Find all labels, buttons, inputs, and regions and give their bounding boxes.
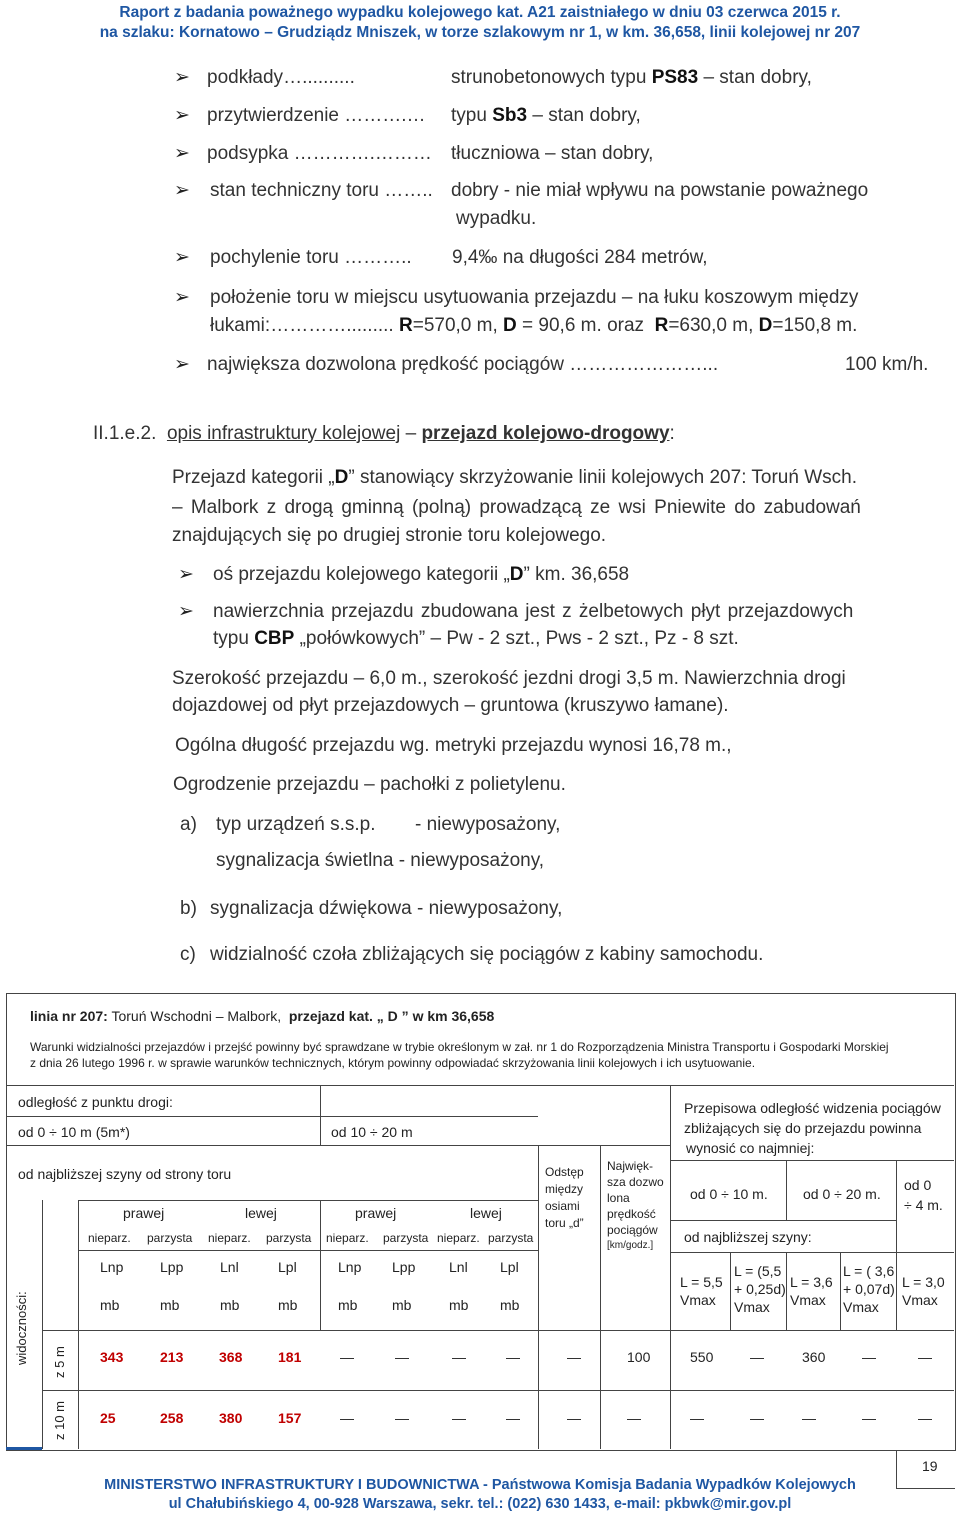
row1-cell: — (918, 1349, 932, 1365)
formula-1: L = 5,5 Vmax (680, 1274, 723, 1308)
visibility-side-label: widoczności: (14, 1291, 29, 1365)
bullet-arrow-icon: ➢ (174, 180, 190, 201)
row2-cell: — (918, 1410, 932, 1426)
req-0-10: od 0 ÷ 10 m. (690, 1186, 768, 1202)
required-distance-header: Przepisowa odległość widzenia pociągów zbliżających się do przejazdu powinna wynosić co najmniej: (684, 1100, 941, 1156)
page-number: 19 (922, 1458, 938, 1474)
parity-cell: parzysta (383, 1231, 429, 1245)
row1-cell: 181 (278, 1349, 302, 1365)
header-line-2: na szlaku: Kornatowo – Grudziądz Mniszek, w torze szlakowym nr 1, w km. 36,658, linii kolejowej nr 207 (99, 24, 861, 41)
symbols-cell: Lnp (338, 1259, 362, 1275)
row1-cell: — (750, 1349, 764, 1365)
row1-cell: — (452, 1349, 466, 1365)
units-cell: mb (100, 1297, 120, 1313)
symbols-cell: Lpp (392, 1259, 416, 1275)
speed-value: 100 km/h. (845, 354, 929, 375)
table-title: linia nr 207: Toruń Wschodni – Malbork, przejazd kat. „ D ” w km 36,658 (30, 1008, 495, 1024)
nearest-rail-label: od najbliższej szyny od strony toru (18, 1166, 232, 1182)
width-line-1: Szerokość przejazdu – 6,0 m., szerokość jezdni drogi 3,5 m. Nawierzchnia drogi (172, 668, 846, 689)
distance-label: odległość z punktu drogi: (18, 1094, 173, 1110)
speed-label: największa dozwolona prędkość pociągów …………………... (207, 354, 719, 375)
symbols-cell: Lnl (220, 1259, 239, 1275)
side-left-1: lewej (245, 1205, 277, 1221)
axis-line: oś przejazdu kolejowego kategorii „D” km. 36,658 (213, 564, 630, 585)
row2-cell: 25 (100, 1410, 116, 1426)
track-gap-header: Odstęp między osiami toru „d” (545, 1165, 584, 1230)
length-line: Ogólna długość przejazdu wg. metryki przejazdu wynosi 16,78 m., (175, 735, 732, 756)
bullet-arrow-icon: ➢ (174, 67, 190, 88)
req-0-4: od 0 ÷ 4 m. (904, 1177, 943, 1213)
section-heading: II.1.e.2. opis infrastruktury kolejowej – przejazd kolejowo-drogowy: (93, 423, 675, 444)
condition-value-1: dobry - nie miał wpływu na powstanie poważnego (451, 180, 869, 201)
formula-2: L = (5,5 + 0,25d) Vmax (734, 1263, 786, 1315)
row1-cell: 550 (690, 1349, 714, 1365)
row2-cell: — (340, 1410, 354, 1426)
formula-4: L = ( 3,6 + 0,07d) Vmax (843, 1263, 895, 1315)
header-line-1: Raport z badania poważnego wypadku kolejowego kat. A21 zaistniałego w dniu 03 czerwca 2015 r. (119, 4, 841, 21)
row2-cell: — (567, 1410, 581, 1426)
row2-cell: — (862, 1410, 876, 1426)
row1-cell: — (862, 1349, 876, 1365)
side-right-1: prawej (123, 1205, 165, 1221)
row2-cell: — (690, 1410, 704, 1426)
position-line-2: łukami:…………......... R=570,0 m, D = 90,6 m. oraz R=630,0 m, D=150,8 m. (210, 315, 858, 336)
row-5m-label: z 5 m (52, 1346, 67, 1378)
symbols-cell: Lpl (278, 1259, 297, 1275)
symbols-cell: Lnl (449, 1259, 468, 1275)
row2-cell: — (452, 1410, 466, 1426)
side-left-2: lewej (470, 1205, 502, 1221)
row1-cell: 360 (802, 1349, 826, 1365)
sleepers-value: strunobetonowych typu PS83 – stan dobry, (451, 67, 812, 88)
row2-cell: — (802, 1410, 816, 1426)
item-b-text: sygnalizacja dźwiękowa - niewyposażony, (210, 898, 563, 919)
parity-cell: nieparz. (326, 1231, 369, 1245)
row1-cell: 100 (627, 1349, 651, 1365)
row2-cell: — (750, 1410, 764, 1426)
row2-cell: — (627, 1410, 641, 1426)
item-b-label: b) (180, 898, 197, 919)
formula-5: L = 3,0 Vmax (902, 1274, 945, 1308)
units-cell: mb (220, 1297, 240, 1313)
row2-cell: 258 (160, 1410, 184, 1426)
parity-cell: parzysta (266, 1231, 312, 1245)
fastening-label: przytwierdzenie ……….… (207, 105, 426, 126)
width-line-2: dojazdowej od płyt przejazdowych – gruntowa (kruszywo łamane). (172, 695, 729, 716)
req-0-20: od 0 ÷ 20 m. (803, 1186, 881, 1202)
bullet-arrow-icon: ➢ (174, 247, 190, 268)
row1-cell: 343 (100, 1349, 124, 1365)
row2-cell: 380 (219, 1410, 243, 1426)
bullet-arrow-icon: ➢ (174, 287, 190, 308)
formula-3: L = 3,6 Vmax (790, 1274, 833, 1308)
bullet-arrow-icon: ➢ (178, 564, 194, 585)
parity-cell: nieparz. (437, 1231, 480, 1245)
parity-cell: parzysta (488, 1231, 534, 1245)
surface-line-1: nawierzchnia przejazdu zbudowana jest z żelbetowych płyt przejazdowych (213, 601, 854, 622)
sleepers-label: podkłady….......... (207, 67, 355, 88)
units-cell: mb (160, 1297, 180, 1313)
crossing-desc-line-3: znajdujących się po drugiej stronie toru kolejowego. (172, 525, 607, 546)
distance-0-10: od 0 ÷ 10 m (5m*) (18, 1124, 130, 1140)
crossing-desc-line-2: – Malbork z drogą gminną (polną) prowadzącą ze wsi Pniewite do zabudowań (172, 497, 861, 518)
units-cell: mb (278, 1297, 298, 1313)
bullet-arrow-icon: ➢ (174, 105, 190, 126)
row1-cell: — (395, 1349, 409, 1365)
item-c-text: widzialność czoła zbliżających się pociągów z kabiny samochodu. (210, 944, 764, 965)
position-line-1: położenie toru w miejscu usytuowania przejazdu – na łuku koszowym między (210, 287, 859, 308)
row2-cell: 157 (278, 1410, 302, 1426)
item-a-text: typ urządzeń s.s.p. (216, 814, 376, 835)
item-c-label: c) (180, 944, 196, 965)
ballast-label: podsypka ………….……… (207, 143, 432, 164)
parity-cell: nieparz. (88, 1231, 131, 1245)
item-a-label: a) (180, 814, 197, 835)
footer-line-1: MINISTERSTWO INFRASTRUKTURY I BUDOWNICTWA - Państwowa Komisja Badania Wypadków Kolejowych (104, 1477, 856, 1493)
row1-cell: — (340, 1349, 354, 1365)
table-note-1: Warunki widzialności przejazdów i przejść powinny być sprawdzane w trybie określonym w zał. nr 1 do Rozporządzenia Ministra Transportu i Gospodarki Morskiej (30, 1040, 889, 1054)
ballast-value: tłuczniowa – stan dobry, (451, 143, 654, 164)
row2-cell: — (506, 1410, 520, 1426)
req-nearest-rail: od najbliższej szyny: (684, 1229, 812, 1245)
condition-label: stan techniczny toru …….. (210, 180, 433, 201)
surface-line-2: typu CBP „połówkowych” – Pw - 2 szt., Pws - 2 szt., Pz - 8 szt. (213, 628, 739, 649)
table-note-2: z dnia 26 lutego 1996 r. w sprawie warunków technicznych, którym powinny odpowiadać skrzyżowania linii kolejowych i ich usytuowanie. (30, 1056, 756, 1070)
fence-line: Ogrodzenie przejazdu – pachołki z polietylenu. (173, 774, 566, 795)
crossing-desc-line-1: Przejazd kategorii „D” stanowiący skrzyżowanie linii kolejowych 207: Toruń Wsch. (172, 467, 857, 488)
units-cell: mb (338, 1297, 358, 1313)
row1-cell: — (506, 1349, 520, 1365)
symbols-cell: Lpp (160, 1259, 184, 1275)
row-10m-label: z 10 m (52, 1400, 67, 1440)
symbols-cell: Lnp (100, 1259, 124, 1275)
footer-line-2: ul Chałubińskiego 4, 00-928 Warszawa, sekr. tel.: (022) 630 1433, e-mail: pkbwk@mir.gov.pl (168, 1496, 792, 1512)
gradient-label: pochylenie toru ……….. (210, 247, 412, 268)
bullet-arrow-icon: ➢ (178, 601, 194, 622)
units-cell: mb (500, 1297, 520, 1313)
gradient-value: 9,4‰ na długości 284 metrów, (452, 247, 708, 268)
blue-marker (6, 1447, 42, 1450)
bullet-arrow-icon: ➢ (174, 143, 190, 164)
units-cell: mb (392, 1297, 412, 1313)
bullet-arrow-icon: ➢ (174, 354, 190, 375)
condition-value-2: wypadku. (456, 208, 537, 229)
units-cell: mb (449, 1297, 469, 1313)
max-speed-header: Najwięk- sza dozwo lona prędkość pociągów [km/godz.] (607, 1159, 664, 1251)
row1-cell: 368 (219, 1349, 243, 1365)
parity-cell: nieparz. (208, 1231, 251, 1245)
row1-cell: — (567, 1349, 581, 1365)
row2-cell: — (395, 1410, 409, 1426)
distance-10-20: od 10 ÷ 20 m (331, 1124, 413, 1140)
item-a-value: - niewyposażony, (415, 814, 561, 835)
item-a2-text: sygnalizacja świetlna - niewyposażony, (216, 850, 545, 871)
symbols-cell: Lpl (500, 1259, 519, 1275)
fastening-value: typu Sb3 – stan dobry, (451, 105, 641, 126)
side-right-2: prawej (355, 1205, 397, 1221)
row1-cell: 213 (160, 1349, 184, 1365)
parity-cell: parzysta (147, 1231, 193, 1245)
